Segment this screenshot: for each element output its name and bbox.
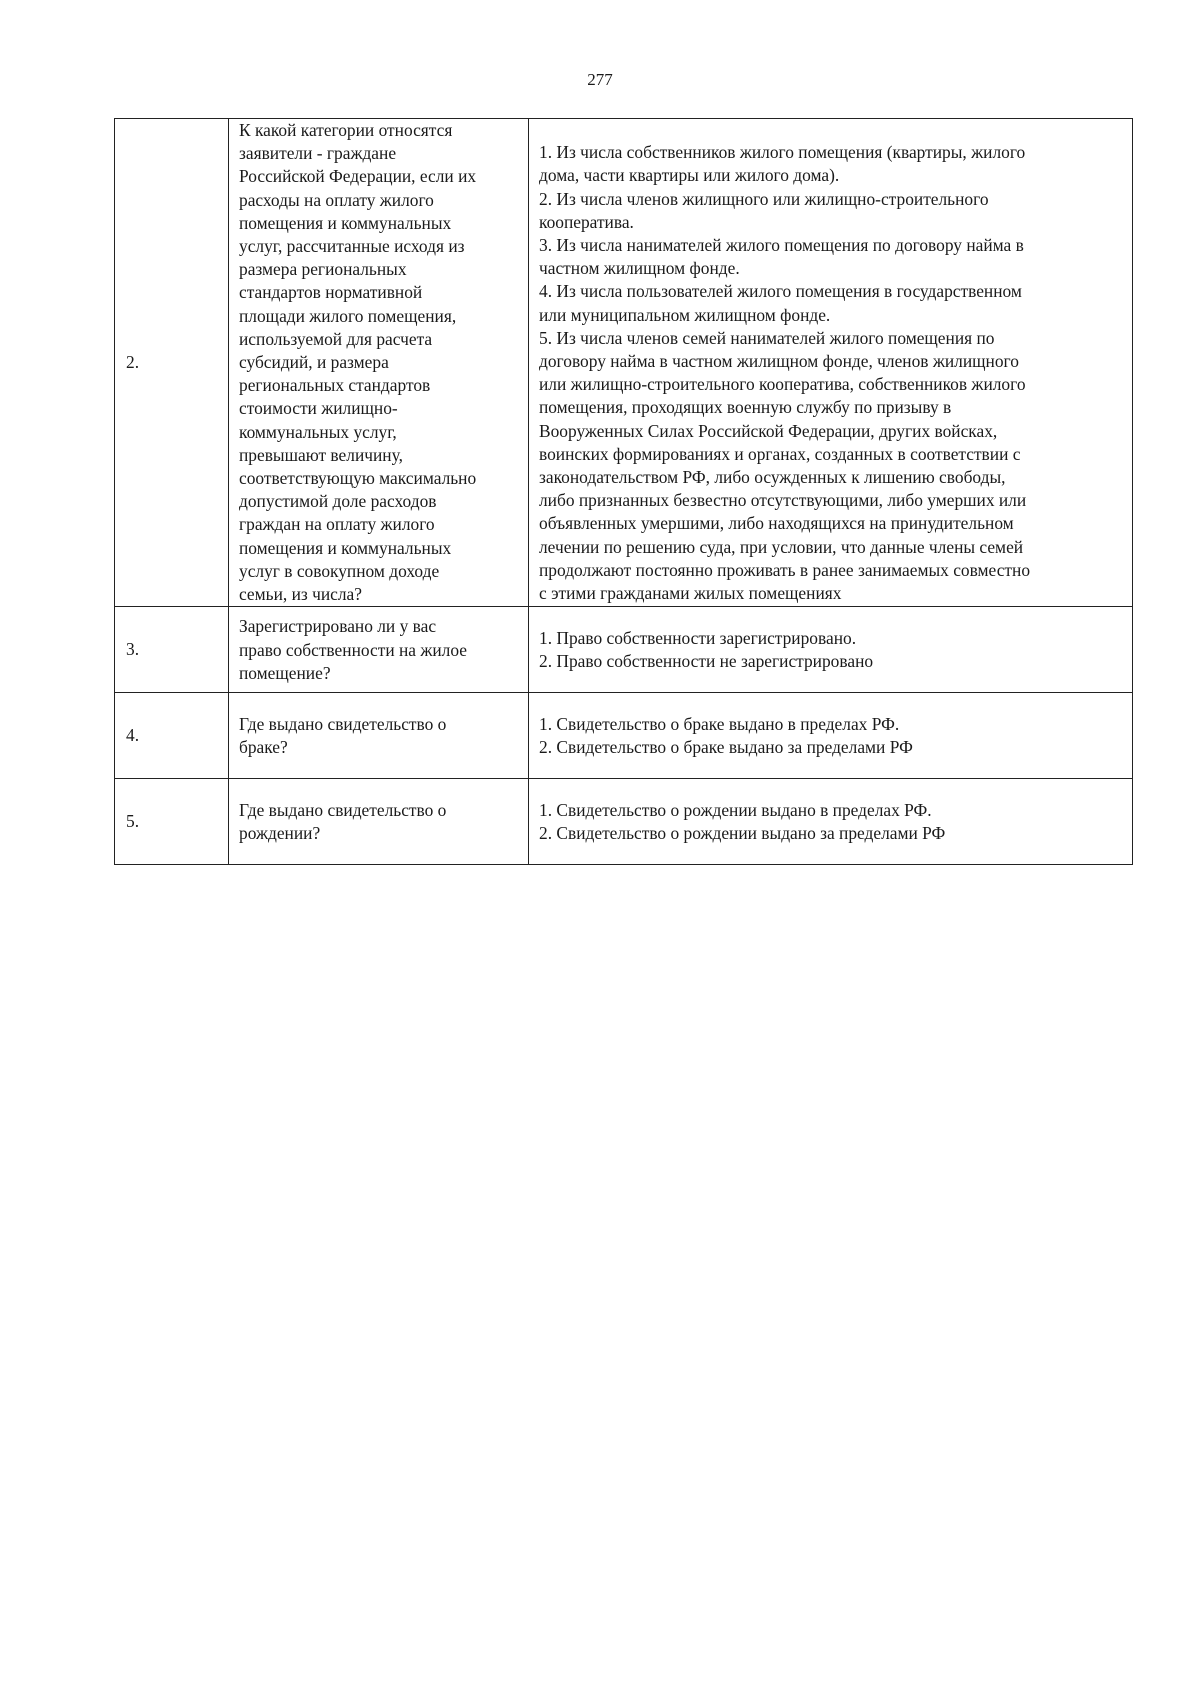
question-line: Где выдано свидетельство о <box>239 799 447 820</box>
question-line: рождении? <box>239 822 321 843</box>
questionnaire-table <box>114 118 1133 865</box>
answer-line: или муниципальном жилищном фонде. <box>539 304 831 325</box>
question-cell <box>229 119 529 607</box>
question-line: площади жилого помещения, <box>239 305 457 326</box>
table-row <box>115 119 1133 607</box>
question-line: размера региональных <box>239 259 407 280</box>
answer-line: 2. Право собственности не зарегистрировано <box>539 650 874 671</box>
question-line: браке? <box>239 736 288 757</box>
answer-cell <box>529 779 1133 865</box>
answer-line: 1. Право собственности зарегистрировано. <box>539 627 857 648</box>
answer-line: 4. Из числа пользователей жилого помещения в государственном <box>539 281 1022 302</box>
question-line: заявители - граждане <box>239 143 397 164</box>
question-line: помещения и коммунальных <box>239 537 452 558</box>
table-row <box>115 779 1133 865</box>
answer-cell <box>529 693 1133 779</box>
question-line: допустимой доле расходов <box>239 491 437 512</box>
question-line: коммунальных услуг, <box>239 421 397 442</box>
answer-line: лечении по решению суда, при условии, что данные члены семей <box>539 536 1024 557</box>
question-line: стоимости жилищно- <box>239 398 398 419</box>
question-line: стандартов нормативной <box>239 282 423 303</box>
question-line: региональных стандартов <box>239 375 431 396</box>
answer-line: дома, части квартиры или жилого дома). <box>539 165 840 186</box>
table-row <box>115 607 1133 693</box>
answer-line: 1. Из числа собственников жилого помещения (квартиры, жилого <box>539 142 1026 163</box>
answer-line: или жилищно-строительного кооператива, собственников жилого <box>539 374 1026 395</box>
question-line: Зарегистрировано ли у вас <box>239 616 437 637</box>
question-line: Где выдано свидетельство о <box>239 713 447 734</box>
question-line: субсидий, и размера <box>239 352 389 373</box>
answer-line: договору найма в частном жилищном фонде, членов жилищного <box>539 350 1019 371</box>
answer-cell <box>529 119 1133 607</box>
answer-line: 1. Свидетельство о рождении выдано в пределах РФ. <box>539 799 932 820</box>
row-number: 3. <box>115 607 229 693</box>
question-line: К какой категории относятся <box>239 120 453 140</box>
question-line: граждан на оплату жилого <box>239 514 435 535</box>
answer-line: продолжают постоянно проживать в ранее занимаемых совместно <box>539 559 1031 580</box>
answer-line: 2. Свидетельство о браке выдано за пределами РФ <box>539 736 913 757</box>
answer-line: 2. Из числа членов жилищного или жилищно-строительного <box>539 188 989 209</box>
table-row <box>115 693 1133 779</box>
question-line: расходы на оплату жилого <box>239 189 434 210</box>
row-number: 4. <box>115 693 229 779</box>
question-line: семьи, из числа? <box>239 584 362 605</box>
question-line: помещения и коммунальных <box>239 212 452 233</box>
answer-line: законодательством РФ, либо осужденных к лишению свободы, <box>539 466 1006 487</box>
question-line: превышают величину, <box>239 444 403 465</box>
question-line: Российской Федерации, если их <box>239 166 477 187</box>
answer-line: частном жилищном фонде. <box>539 258 740 279</box>
question-line: используемой для расчета <box>239 328 433 349</box>
question-line: соответствующую максимально <box>239 468 477 489</box>
question-cell <box>229 693 529 779</box>
row-number: 5. <box>115 779 229 865</box>
answer-line: Вооруженных Силах Российской Федерации, других войсках, <box>539 420 998 441</box>
answer-line: либо признанных безвестно отсутствующими, либо умерших или <box>539 490 1027 511</box>
page-number: 277 <box>587 70 613 89</box>
answer-line: 2. Свидетельство о рождении выдано за пределами РФ <box>539 822 946 843</box>
question-line: помещение? <box>239 662 331 683</box>
answer-line: кооператива. <box>539 211 634 232</box>
question-line: право собственности на жилое <box>239 639 467 660</box>
question-line: услуг в совокупном доходе <box>239 560 440 581</box>
answer-line: 1. Свидетельство о браке выдано в пределах РФ. <box>539 713 900 734</box>
question-cell <box>229 607 529 693</box>
answer-line: 3. Из числа нанимателей жилого помещения по договору найма в <box>539 234 1024 255</box>
row-number: 2. <box>115 119 229 607</box>
answer-line: объявленных умершими, либо находящихся на принудительном <box>539 513 1014 534</box>
question-line: услуг, рассчитанные исходя из <box>239 236 465 257</box>
answer-cell <box>529 607 1133 693</box>
answer-line: воинских формированиях и органах, созданных в соответствии с <box>539 443 1021 464</box>
answer-line: с этими гражданами жилых помещениях <box>539 582 842 603</box>
answer-line: 5. Из числа членов семей нанимателей жилого помещения по <box>539 327 995 348</box>
question-cell <box>229 779 529 865</box>
answer-line: помещения, проходящих военную службу по призыву в <box>539 397 952 418</box>
